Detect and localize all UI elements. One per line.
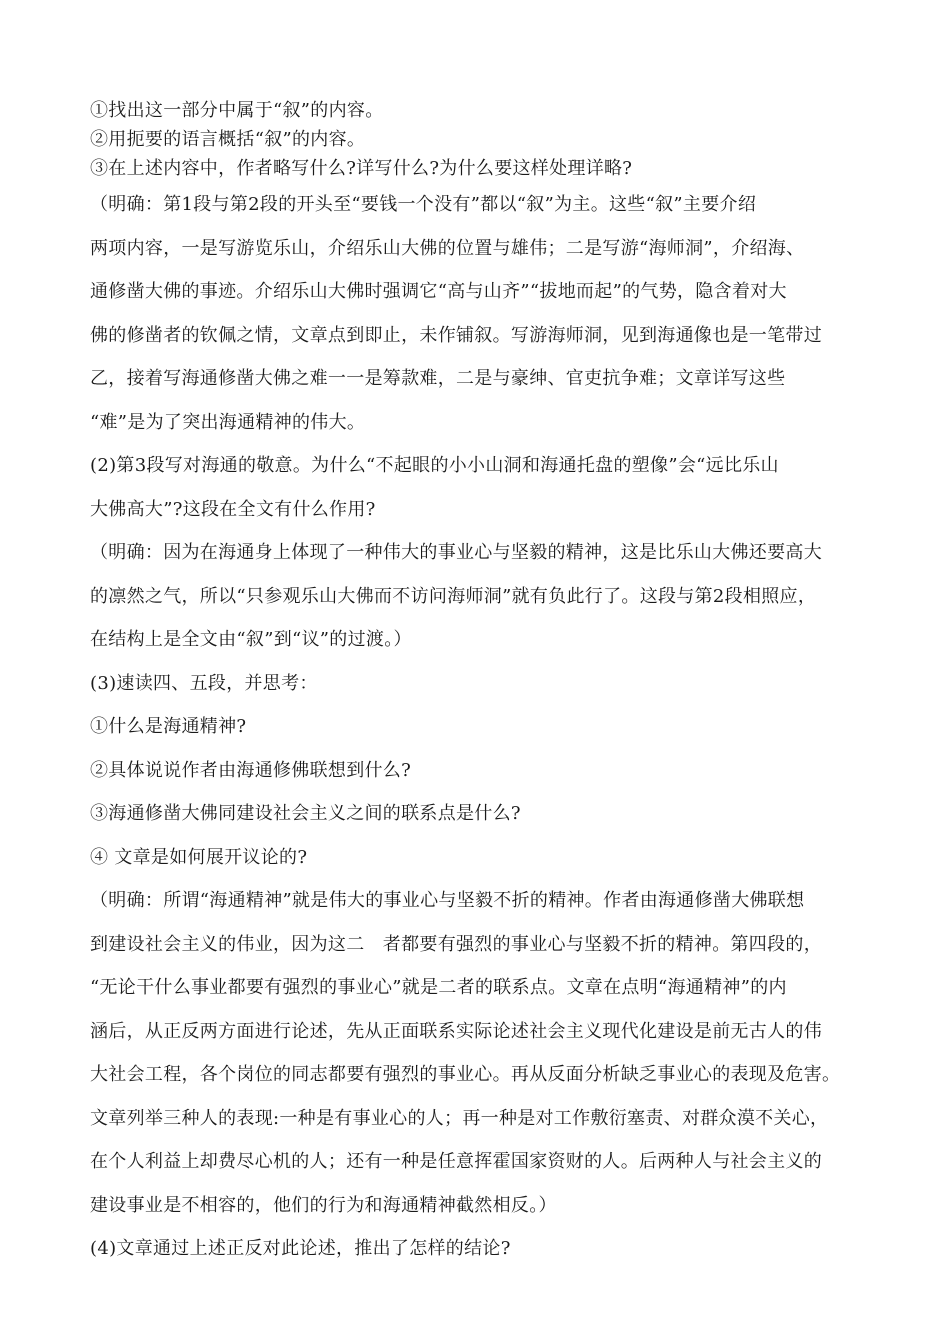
answer-line: “无论干什么事业都要有强烈的事业心”就是二者的联系点。文章在点明“海通精神”的内 xyxy=(90,977,787,998)
answer-line: “难”是为了突出海通精神的伟大。 xyxy=(90,411,366,433)
answer-line: 通修凿大佛的事迹。介绍乐山大佛时强调它“高与山齐”“拔地而起”的气势，隐含着对大 xyxy=(90,281,787,302)
answer-line: 建设事业是不相容的，他们的行为和海通精神截然相反。） xyxy=(90,1194,557,1216)
answer-line: 两项内容，一是写游览乐山，介绍乐山大佛的位置与雄伟；二是写游“海师洞”，介绍海、 xyxy=(90,237,805,259)
question-item: ②用扼要的语言概括“叙”的内容。 xyxy=(90,129,366,150)
answer-line: （明确：因为在海通身上体现了一种伟大的事业心与坚毅的精神，这是比乐山大佛还要高大 xyxy=(90,542,822,563)
question-item: ①找出这一部分中属于“叙”的内容。 xyxy=(90,100,384,121)
answer-line: 的凛然之气，所以“只参观乐山大佛而不访问海师洞”就有负此行了。这段与第2段相照应， xyxy=(90,585,817,607)
question-item: ④ 文章是如何展开议论的? xyxy=(90,846,308,868)
question-line: 大佛高大”?这段在全文有什么作用? xyxy=(90,498,376,520)
answer-line: 在结构上是全文由“叙”到“议”的过渡。） xyxy=(90,629,412,650)
answer-line: 到建设社会主义的伟业，因为这二 者都要有强烈的事业心与坚毅不折的精神。第四段的， xyxy=(90,933,822,955)
answer-line: 乙，接着写海通修凿大佛之难一一是筹款难，二是与豪绅、官吏抗争难；文章详写这些 xyxy=(90,368,786,389)
question-item: ③海通修凿大佛同建设社会主义之间的联系点是什么? xyxy=(90,803,521,824)
answer-line: 佛的修凿者的钦佩之情，文章点到即止，未作铺叙。写游海师洞，见到海通像也是一笔带过 xyxy=(90,324,822,346)
answer-line: 大社会工程，各个岗位的同志都要有强烈的事业心。再从反面分析缺乏事业心的表现及危害。 xyxy=(90,1064,841,1085)
question-heading: (3)速读四、五段，并思考： xyxy=(90,672,318,694)
document-body xyxy=(90,96,870,1271)
answer-line: 涵后，从正反两方面进行论述，先从正面联系实际论述社会主义现代化建设是前无古人的伟 xyxy=(90,1020,822,1042)
question-item: ③在上述内容中，作者略写什么?详写什么?为什么要这样处理详略? xyxy=(90,158,633,179)
answer-line: （明确：所谓“海通精神”就是伟大的事业心与坚毅不折的精神。作者由海通修凿大佛联想 xyxy=(90,890,805,911)
answer-line: 在个人利益上却费尽心机的人；还有一种是任意挥霍国家资财的人。后两种人与社会主义的 xyxy=(90,1151,822,1172)
question-heading: (4)文章通过上述正反对此论述，推出了怎样的结论? xyxy=(90,1238,511,1259)
answer-line: 文章列举三种人的表现:一种是有事业心的人；再一种是对工作敷衍塞责、对群众漠不关心， xyxy=(90,1107,829,1129)
question-line: (2)第3段写对海通的敬意。为什么“不起眼的小小山洞和海通托盘的塑像”会“远比乐山 xyxy=(90,455,779,476)
question-item: ②具体说说作者由海通修佛联想到什么? xyxy=(90,759,412,781)
answer-line: （明确：第1段与第2段的开头至“要钱一个没有”都以“叙”为主。这些“叙”主要介绍 xyxy=(90,194,757,215)
question-item: ①什么是海通精神? xyxy=(90,716,247,737)
